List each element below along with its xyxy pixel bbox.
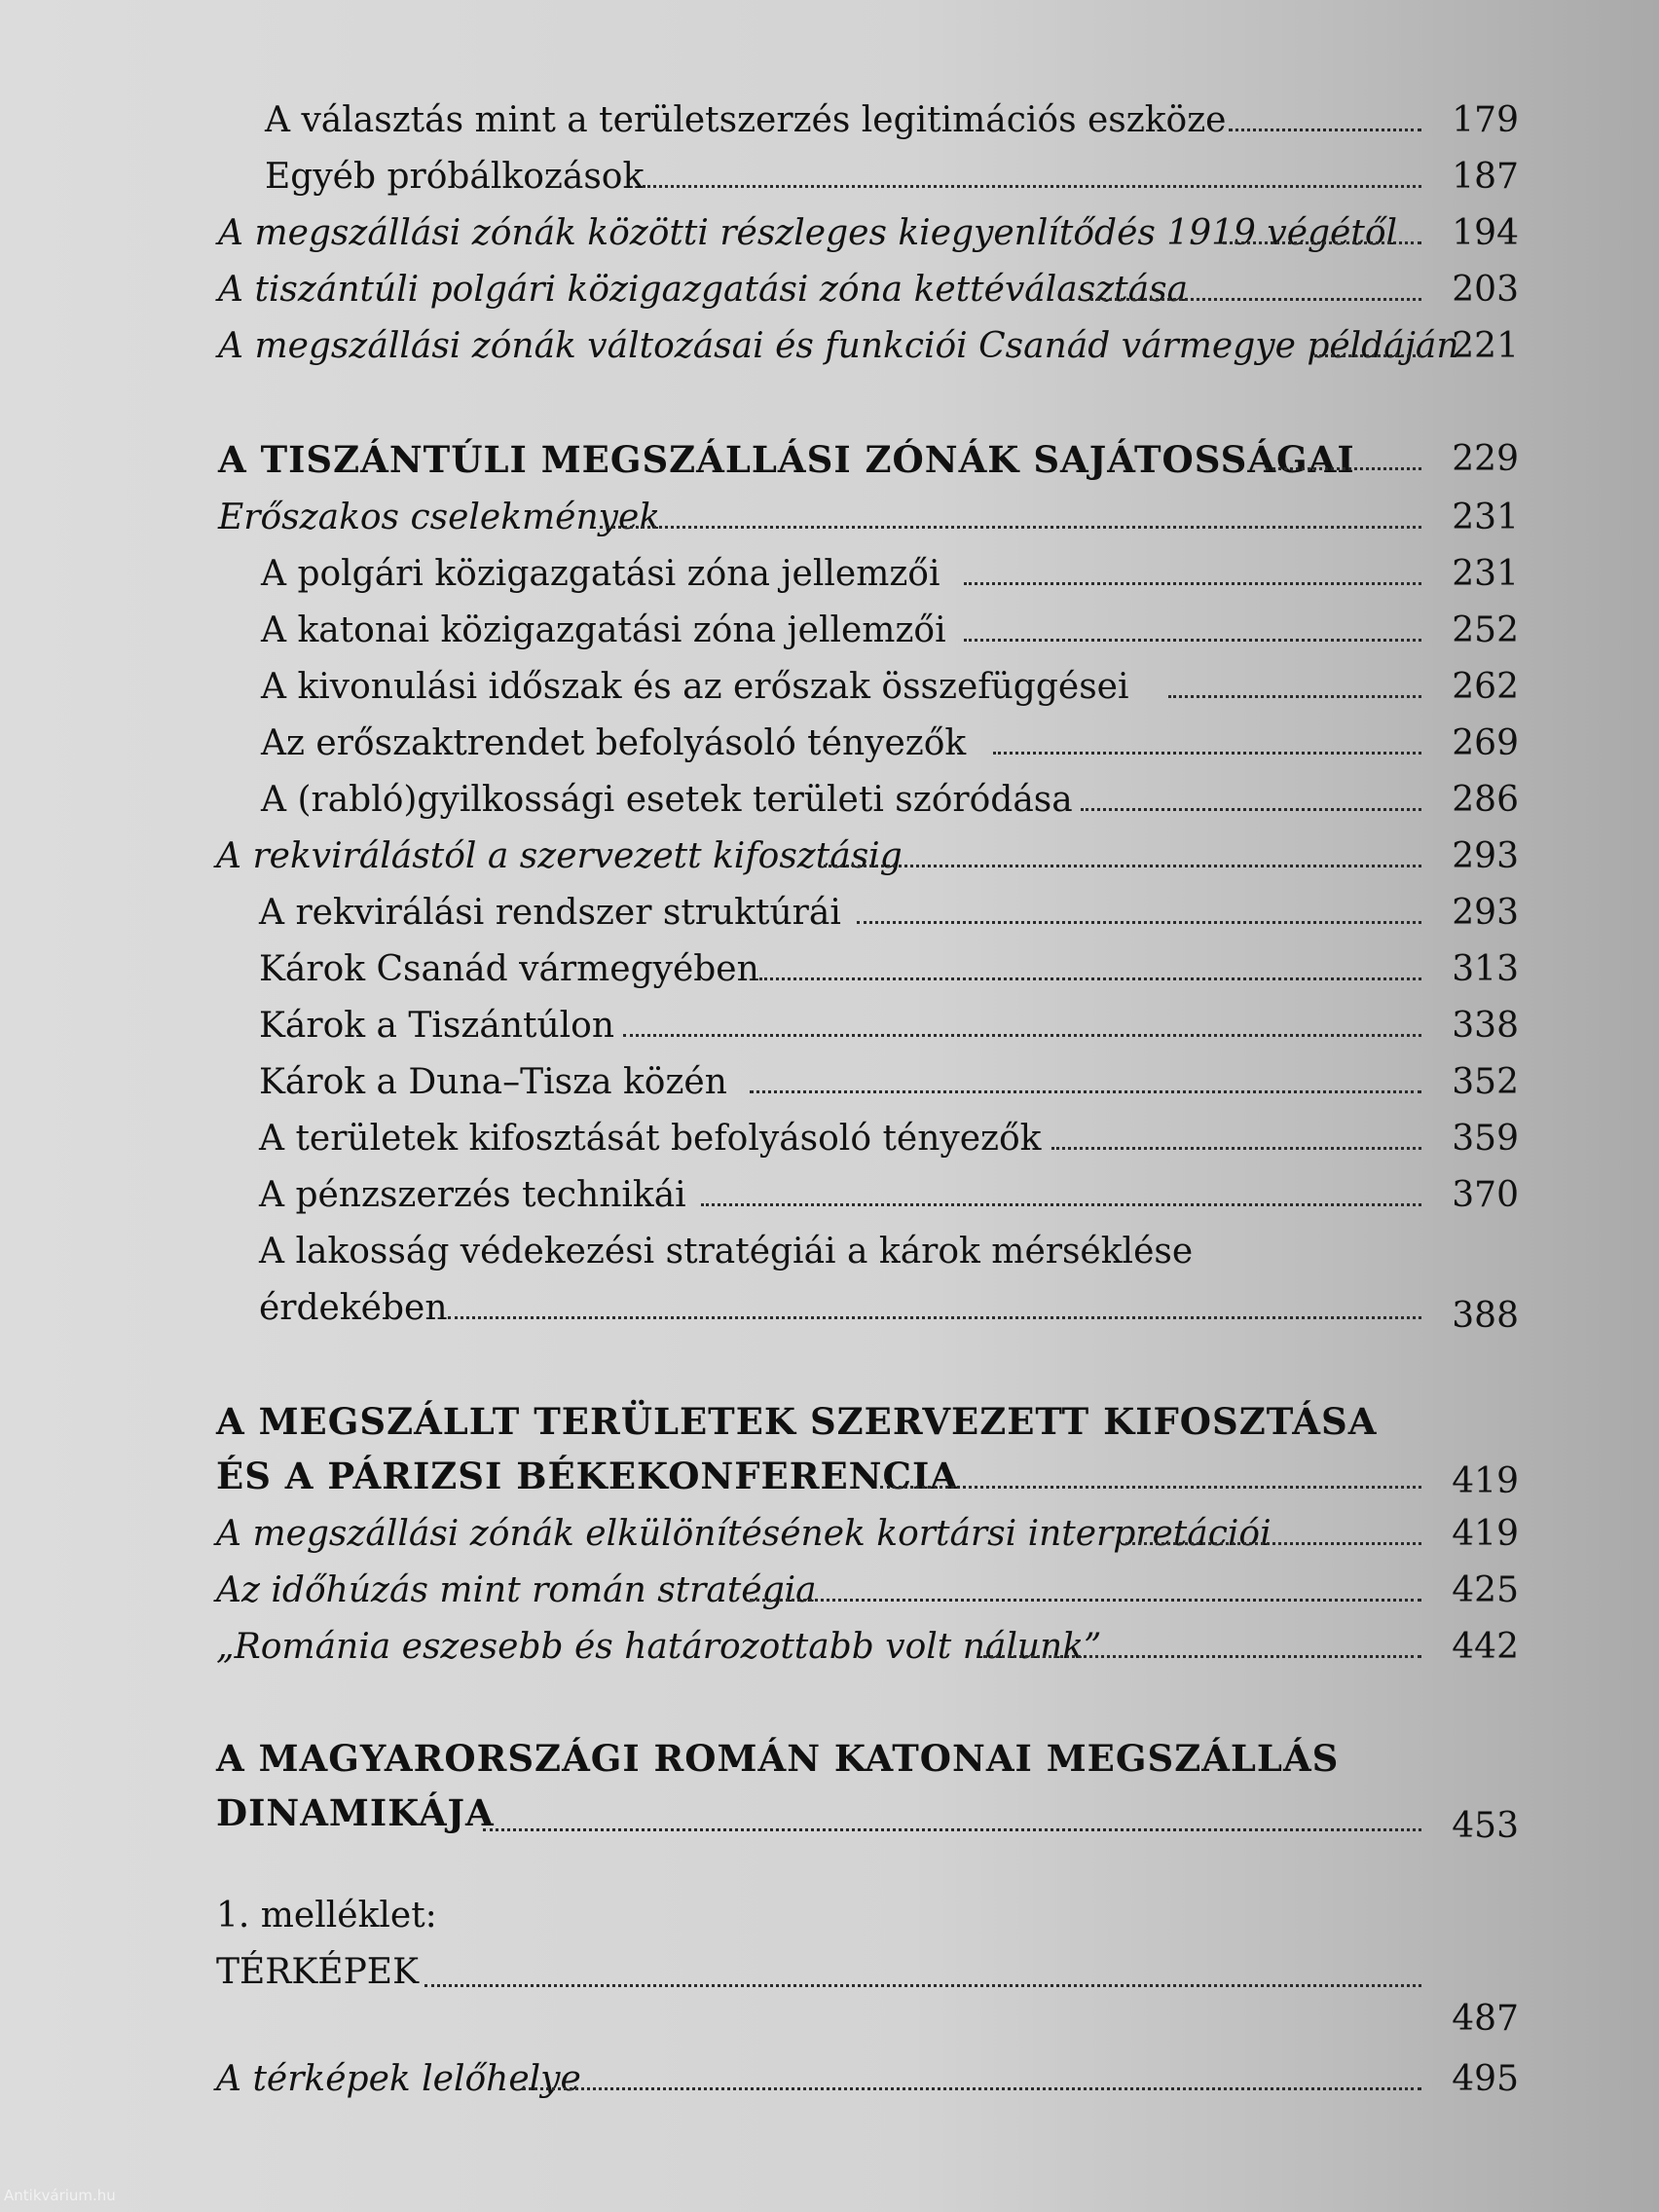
toc-entry-title: A tiszántúli polgári közigazgatási zóna kettéválasztása <box>218 270 1189 310</box>
toc-entry-title: „Románia eszesebb és határozottabb volt nálunk” <box>216 1627 1102 1667</box>
toc-page-number: 495 <box>1452 2059 1519 2099</box>
section-title: A TISZÁNTÚLI MEGSZÁLLÁSI ZÓNÁK SAJÁTOSSÁGAI <box>218 438 1355 481</box>
toc-page-number: 359 <box>1452 1119 1519 1159</box>
toc-entry <box>0 97 1659 156</box>
toc-entry-title: A területek kifosztását befolyásoló tényezők <box>259 1119 1042 1159</box>
toc-page-number: 252 <box>1452 610 1519 650</box>
toc-entry-title: A pénzszerzés technikái <box>259 1175 686 1215</box>
toc-entry-title: A választás mint a területszerzés legitimációs eszköze <box>265 100 1227 140</box>
toc-entry <box>0 323 1659 382</box>
toc-page-number: 269 <box>1452 723 1519 763</box>
dot-leader <box>701 1203 1421 1206</box>
toc-entry <box>0 495 1659 553</box>
toc-page-number: 442 <box>1452 1627 1519 1667</box>
toc-entry-title: Károk Csanád vármegyében <box>259 949 759 989</box>
toc-page-number: 313 <box>1452 949 1519 989</box>
section-title-line2: DINAMIKÁJA <box>216 1791 495 1834</box>
toc-entry-title: Egyéb próbálkozások <box>265 157 645 197</box>
toc-entry-title: A megszállási zónák változásai és funkciói Csanád vármegye példáján <box>218 326 1459 366</box>
dot-leader <box>964 639 1421 642</box>
toc-entry-title: Az erőszaktrendet befolyásoló tényezők <box>261 723 967 763</box>
dot-leader <box>750 1090 1421 1093</box>
toc-entry <box>0 154 1659 212</box>
toc-appendix-entry <box>0 1893 1659 2039</box>
toc-page-number: 370 <box>1452 1175 1519 1215</box>
toc-entry-title: A megszállási zónák elkülönítésének kortársi interpretációi <box>216 1514 1272 1554</box>
toc-entry <box>0 608 1659 666</box>
dot-leader <box>424 1984 1421 1987</box>
toc-entry <box>0 720 1659 779</box>
dot-leader <box>750 1599 1421 1602</box>
dot-leader <box>1266 467 1421 470</box>
toc-page-number: 388 <box>1452 1296 1519 1336</box>
dot-leader <box>643 185 1421 188</box>
toc-page-number: 221 <box>1452 326 1519 366</box>
dot-leader <box>1051 1147 1421 1150</box>
dot-leader <box>1314 354 1421 357</box>
toc-entry-title: A rekvirálástól a szervezett kifosztásig <box>216 836 903 876</box>
toc-page-number: 425 <box>1452 1570 1519 1610</box>
dot-leader <box>824 865 1421 867</box>
toc-page-number: 419 <box>1452 1514 1519 1554</box>
watermark-text: Antikvárium.hu <box>4 2187 116 2204</box>
toc-entry <box>0 267 1659 325</box>
toc-entry <box>0 1567 1659 1626</box>
dot-leader <box>759 977 1421 980</box>
toc-entry <box>0 664 1659 722</box>
toc-entry <box>0 1511 1659 1569</box>
toc-page-number: 187 <box>1452 157 1519 197</box>
toc-section-heading <box>0 1398 1659 1511</box>
toc-entry <box>0 777 1659 835</box>
toc-page-number: 203 <box>1452 270 1519 310</box>
toc-page-number: 231 <box>1452 498 1519 537</box>
section-title-line1: A MAGYARORSZÁGI ROMÁN KATONAI MEGSZÁLLÁS <box>216 1737 1340 1780</box>
toc-entry-title: A térképek lelőhelye <box>216 2059 581 2099</box>
toc-entry-title: Az időhúzás mint román stratégia <box>216 1570 817 1610</box>
toc-entry-title: A megszállási zónák közötti részleges kiegyenlítődés 1919 végétől <box>218 213 1398 253</box>
dot-leader <box>993 752 1421 755</box>
toc-entry-title: A (rabló)gyilkossági esetek területi szóródása <box>261 780 1073 820</box>
toc-entry <box>0 1172 1659 1231</box>
toc-entry-title-line2: érdekében <box>259 1288 448 1328</box>
dot-leader <box>857 921 1421 924</box>
toc-page-number: 179 <box>1452 100 1519 140</box>
section-title-line1: A MEGSZÁLLT TERÜLETEK SZERVEZETT KIFOSZTÁSA <box>216 1400 1378 1443</box>
dot-leader <box>880 1486 1421 1489</box>
toc-section-heading <box>0 436 1659 495</box>
toc-page-number: 262 <box>1452 667 1519 707</box>
toc-entry-title: Erőszakos cselekmények <box>218 498 661 537</box>
dot-leader <box>522 2087 1421 2090</box>
toc-page-number: 338 <box>1452 1006 1519 1046</box>
dot-leader <box>623 1034 1421 1037</box>
toc-entry <box>0 1229 1659 1342</box>
toc-entry-title: Károk a Tiszántúlon <box>259 1006 615 1046</box>
toc-page-number: 453 <box>1452 1806 1519 1846</box>
toc-entry-title: A rekvirálási rendszer struktúrái <box>259 893 841 933</box>
toc-entry <box>0 1116 1659 1174</box>
appendix-label: 1. melléklet: <box>216 1896 437 1936</box>
appendix-title: TÉRKÉPEK <box>216 1952 419 1992</box>
dot-leader <box>1125 1542 1421 1545</box>
dot-leader <box>1081 808 1421 811</box>
toc-page-number: 194 <box>1452 213 1519 253</box>
toc-entry <box>0 890 1659 948</box>
toc-section-heading <box>0 1735 1659 1848</box>
dot-leader <box>1168 695 1421 698</box>
toc-entry-title: A polgári közigazgatási zóna jellemzői <box>261 554 940 594</box>
toc-entry <box>0 2056 1659 2115</box>
toc-entry <box>0 833 1659 892</box>
toc-page-number: 487 <box>1452 1999 1519 2039</box>
toc-entry <box>0 551 1659 609</box>
toc-entry <box>0 1624 1659 1682</box>
section-title-line2: ÉS A PÁRIZSI BÉKEKONFERENCIA <box>216 1455 959 1497</box>
toc-page-number: 293 <box>1452 836 1519 876</box>
toc-page-number: 352 <box>1452 1062 1519 1102</box>
dot-leader <box>448 1316 1421 1319</box>
toc-entry-title: Károk a Duna–Tisza közén <box>259 1062 727 1102</box>
toc-entry-title-line1: A lakosság védekezési stratégiái a károk mérséklése <box>259 1232 1194 1272</box>
toc-entry-title: A katonai közigazgatási zóna jellemzői <box>261 610 946 650</box>
toc-page-number: 419 <box>1452 1461 1519 1501</box>
toc-page-number: 286 <box>1452 780 1519 820</box>
toc-page-number: 229 <box>1452 439 1519 479</box>
dot-leader <box>1223 241 1421 244</box>
dot-leader <box>600 526 1421 529</box>
toc-entry <box>0 1059 1659 1118</box>
dot-leader <box>1090 298 1421 301</box>
dot-leader <box>1229 129 1421 131</box>
toc-entry-title: A kivonulási időszak és az erőszak összefüggései <box>261 667 1129 707</box>
toc-entry <box>0 946 1659 1005</box>
toc-page-number: 231 <box>1452 554 1519 594</box>
dot-leader <box>964 582 1421 585</box>
toc-entry <box>0 1003 1659 1061</box>
toc-entry <box>0 210 1659 269</box>
dot-leader <box>983 1655 1421 1658</box>
dot-leader <box>483 1828 1421 1831</box>
toc-page-number: 293 <box>1452 893 1519 933</box>
